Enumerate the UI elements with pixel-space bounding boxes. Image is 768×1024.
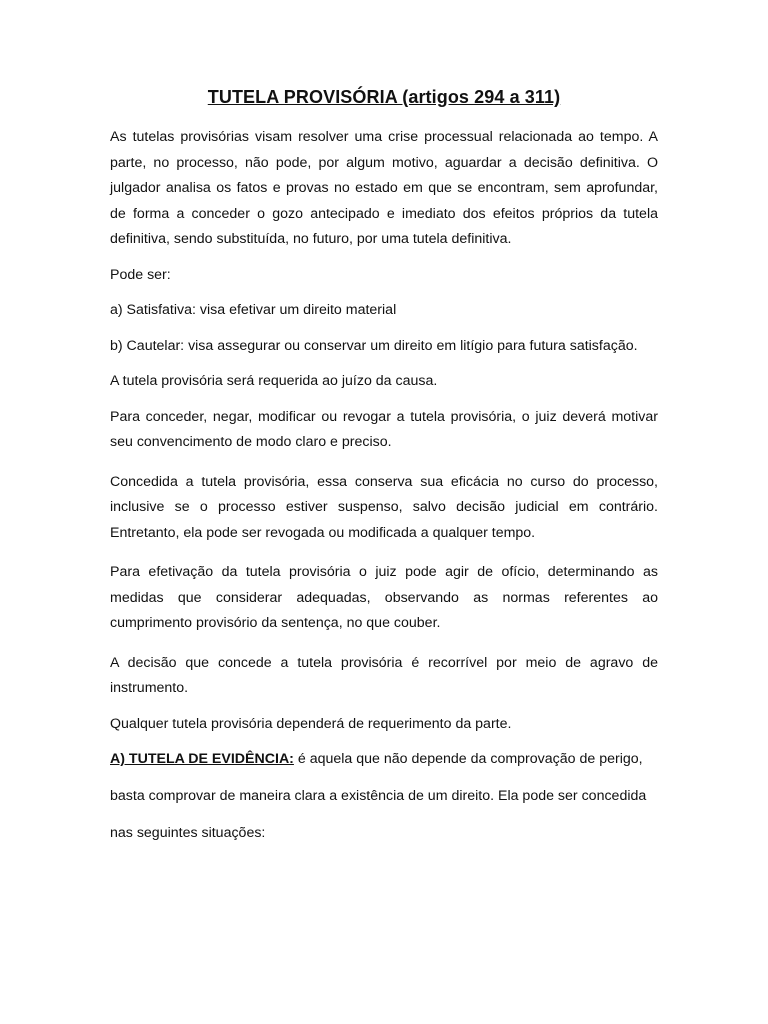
- evidence-heading: A) TUTELA DE EVIDÊNCIA:: [110, 751, 294, 767]
- paragraph-efetivacao: Para efetivação da tutela provisória o juiz pode agir de ofício, determinando as medidas que considerar adequadas, observando as normas referentes ao cumprimento provisório da sentença, no que couber.: [110, 564, 658, 631]
- paragraph-requerimento: Qualquer tutela provisória dependerá de requerimento da parte.: [110, 715, 512, 732]
- document-body: [110, 86, 658, 862]
- paragraph-juizo-causa: A tutela provisória será requerida ao juízo da causa.: [110, 373, 438, 389]
- paragraph-tutela-evidencia: [110, 741, 658, 852]
- paragraph-recorrivel: A decisão que concede a tutela provisória é recorrível por meio de agravo de instrumento.: [110, 654, 658, 696]
- document-title: TUTELA PROVISÓRIA (artigos 294 a 311): [207, 87, 561, 107]
- paragraph-satisfativa: a) Satisfativa: visa efetivar um direito material: [110, 302, 397, 318]
- evidence-text: é aquela que não depende da comprovação de perigo, basta comprovar de maneira clara a existência de um direito. Ela pode ser concedida nas seguintes situações:: [110, 751, 647, 841]
- paragraph-eficacia: Concedida a tutela provisória, essa conserva sua eficácia no curso do processo, inclusive se o processo estiver suspenso, salvo decisão judicial em contrário. Entretanto, ela pode ser revogada ou modificada a qualquer tempo.: [110, 473, 658, 541]
- paragraph-cautelar: b) Cautelar: visa assegurar ou conservar um direito em litígio para futura satisfação.: [110, 337, 638, 354]
- paragraph-motivar: Para conceder, negar, modificar ou revogar a tutela provisória, o juiz deverá motivar seu convencimento de modo claro e preciso.: [110, 408, 658, 450]
- paragraph-intro: As tutelas provisórias visam resolver uma crise processual relacionada ao tempo. A parte, no processo, não pode, por algum motivo, aguardar a decisão definitiva. O julgador analisa os fatos e provas no estado em que se encontram, sem aprofundar, de forma a conceder o gozo antecipado e imediato dos efeitos próprios da tutela definitiva, sendo substituída, no futuro, por uma tutela definitiva.: [110, 129, 658, 247]
- paragraph-pode-ser: Pode ser:: [110, 266, 171, 283]
